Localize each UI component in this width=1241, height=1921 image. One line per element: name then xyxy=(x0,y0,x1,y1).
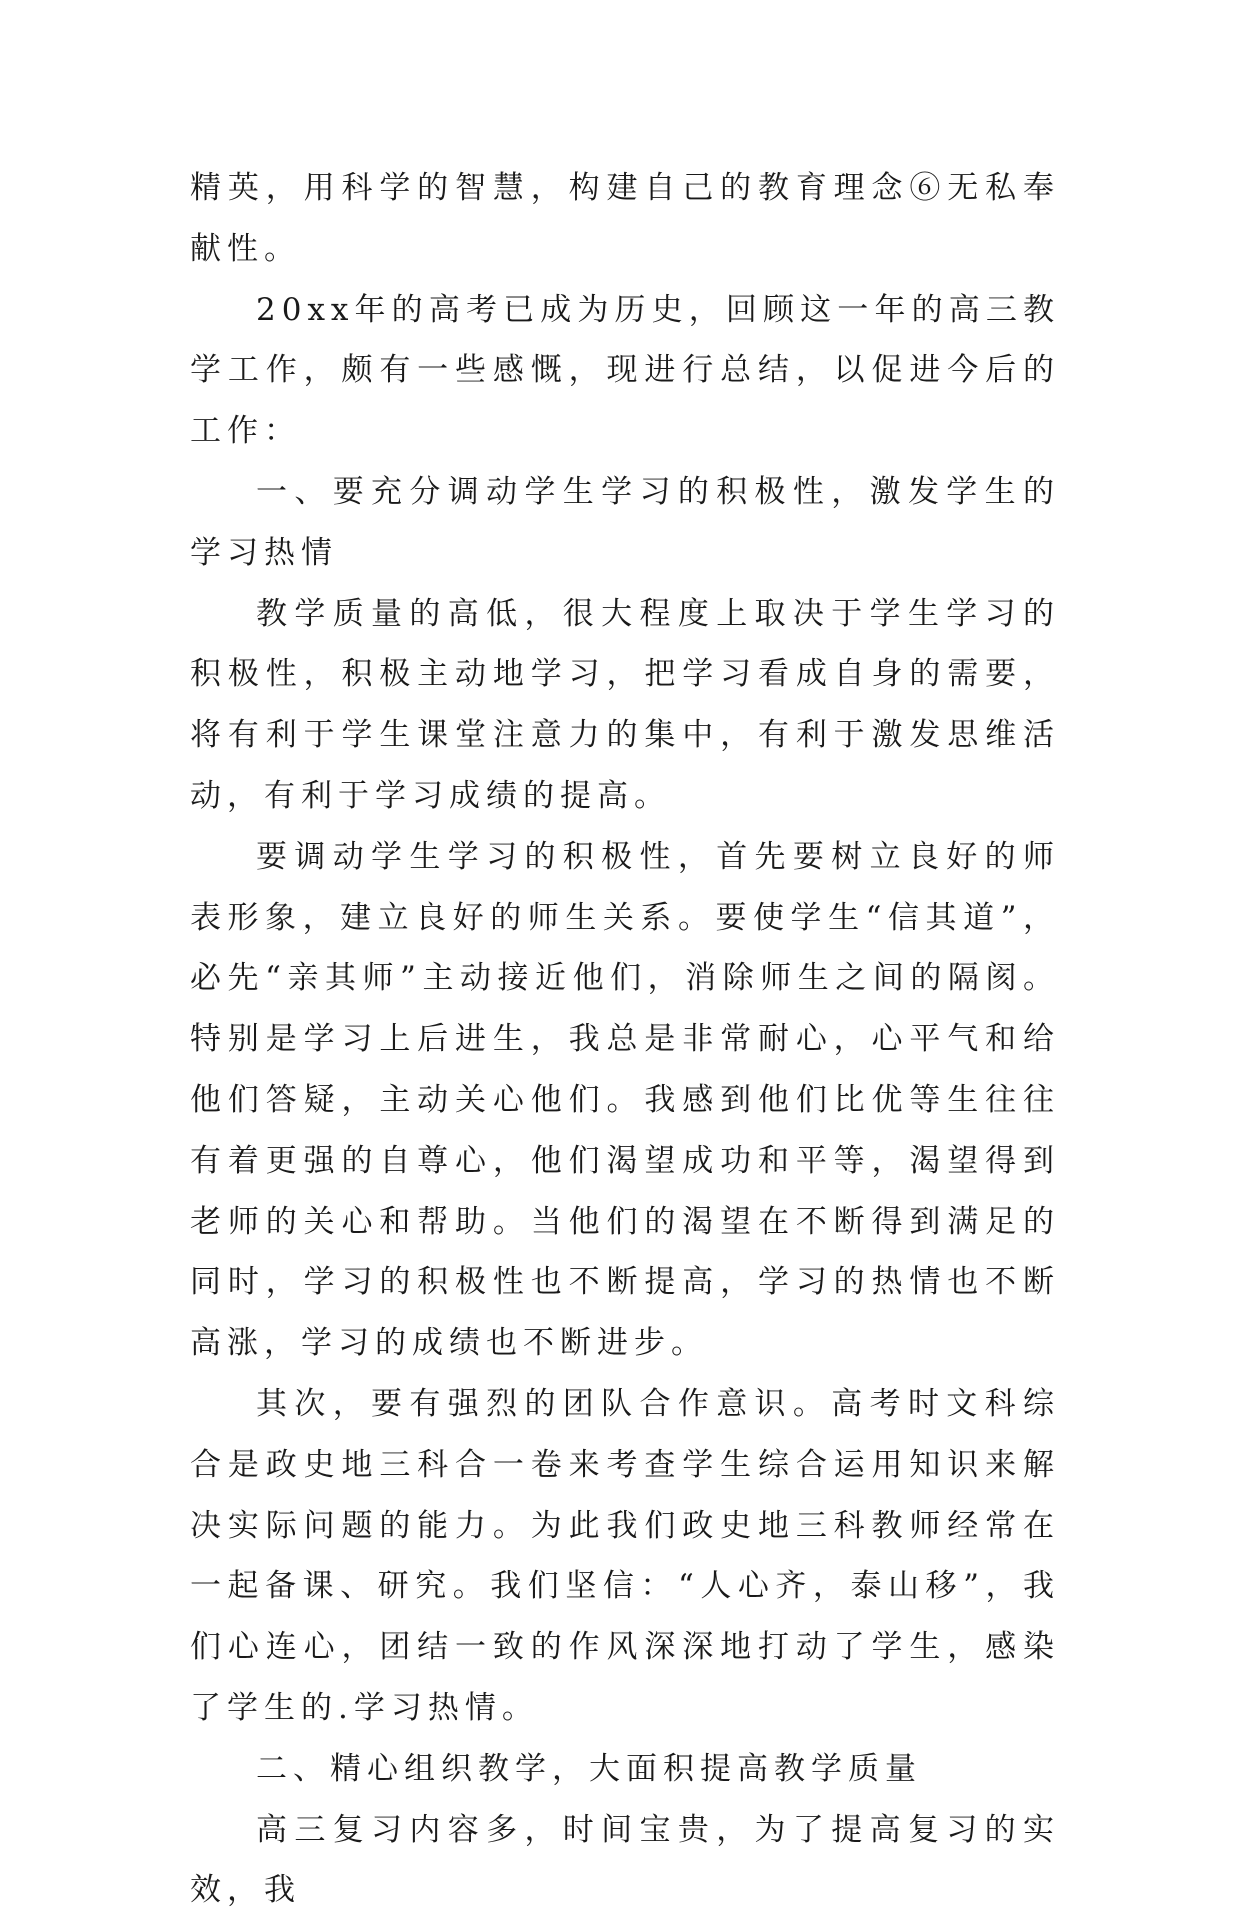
paragraph-continuation: 精英，用科学的智慧，构建自己的教育理念⑥无私奉献性。 xyxy=(190,170,1060,267)
paragraph-teamwork: 其次，要有强烈的团队合作意识。高考时文科综合是政史地三科合一卷来考查学生综合运用知识来解决实际问题的能力。为此我们政史地三科教师经常在一起备课、研究。我们坚信：“人心齐，泰山移”，我们心连心，团结一致的作风深深地打动了学生，感染了学生的.学习热情。 xyxy=(190,1385,1060,1726)
section-heading-2: 二、精心组织教学，大面积提高教学质量 xyxy=(256,1750,922,1787)
paragraph-intro: 20xx年的高考已成为历史，回顾这一年的高三教学工作，颇有一些感慨，现进行总结，以促进今后的工作： xyxy=(190,291,1060,450)
section-heading-1: 一、要充分调动学生学习的积极性，激发学生的学习热情 xyxy=(190,473,1060,571)
paragraph-quality: 教学质量的高低，很大程度上取决于学生学习的积极性，积极主动地学习，把学习看成自身的需要，将有利于学生课堂注意力的集中，有利于激发思维活动，有利于学习成绩的提高。 xyxy=(190,595,1060,814)
paragraph-motivation: 要调动学生学习的积极性，首先要树立良好的师表形象，建立良好的师生关系。要使学生“信其道”，必先“亲其师”主动接近他们，消除师生之间的隔阂。特别是学习上后进生，我总是非常耐心，心平气和给他们答疑，主动关心他们。我感到他们比优等生往往有着更强的自尊心，他们渴望成功和平等，渴望得到老师的关心和帮助。当他们的渴望在不断得到满足的同时，学习的积极性也不断提高，学习的热情也不断高涨，学习的成绩也不断进步。 xyxy=(190,838,1060,1362)
body-text xyxy=(190,158,1060,1921)
paragraph-review: 高三复习内容多，时间宝贵，为了提高复习的实效，我 xyxy=(190,1811,1060,1909)
